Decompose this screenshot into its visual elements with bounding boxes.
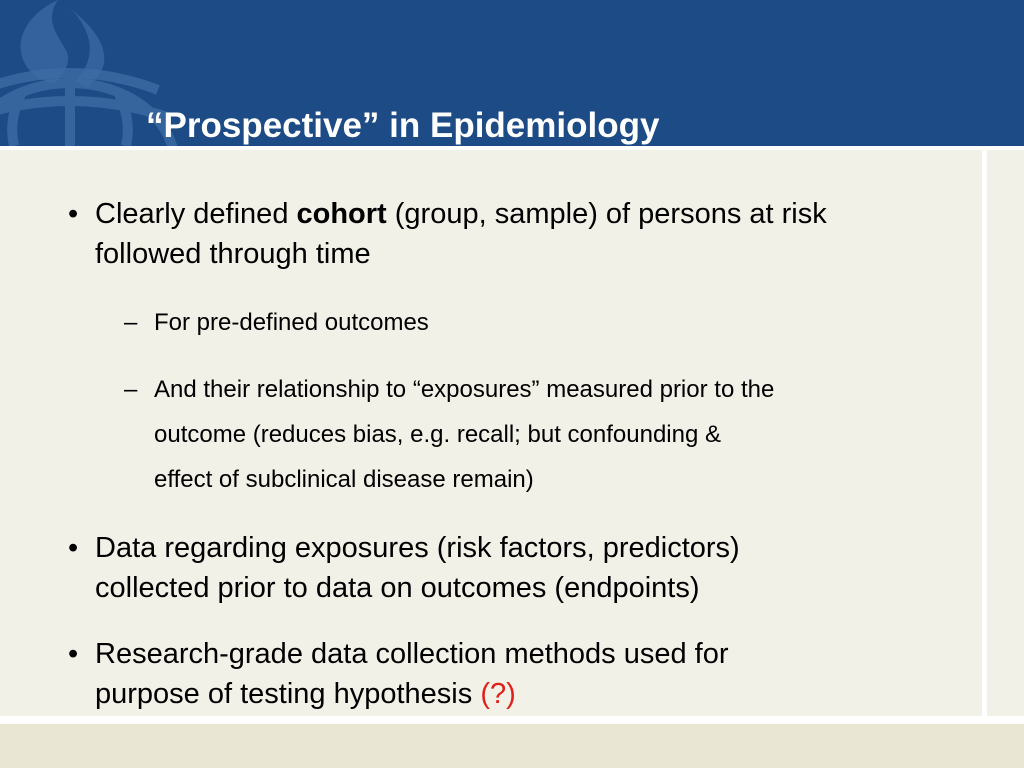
question-mark-note: (?)	[480, 678, 516, 710]
bullet-item-data	[68, 528, 968, 608]
bullet-bold-term: cohort	[296, 198, 387, 230]
bullet-text: purpose of testing hypothesis	[95, 678, 481, 710]
subbullet-line-1: And their relationship to “exposures” measured prior to the	[154, 376, 775, 403]
bullet-line-2	[95, 674, 516, 714]
subbullet-item-exposures	[124, 367, 974, 502]
bullet-line-1	[95, 194, 827, 234]
bullet-text: Clearly defined	[95, 198, 297, 230]
subbullet-line-2: outcome (reduces bias, e.g. recall; but confounding &	[154, 421, 721, 448]
bullet-line-1: Data regarding exposures (risk factors, predictors)	[95, 532, 740, 564]
slide-title: “Prospective” in Epidemiology	[146, 106, 660, 145]
footer-divider	[0, 716, 1024, 724]
bullet-item-cohort	[68, 194, 968, 274]
bullet-line-1: Research-grade data collection methods used for	[95, 638, 729, 670]
subbullet-line-3: effect of subclinical disease remain)	[154, 466, 534, 493]
footer-bar	[0, 724, 1024, 768]
bullet-text: (group, sample) of persons at risk	[386, 198, 827, 230]
bullet-marker: •	[68, 198, 79, 230]
bullet-item-methods	[68, 634, 968, 714]
bullet-line-2: followed through time	[95, 238, 371, 270]
subbullet-item-outcomes	[124, 300, 974, 345]
subbullet-marker: –	[124, 376, 138, 403]
panel-side	[987, 150, 1024, 716]
subbullet-line-1: For pre-defined outcomes	[154, 309, 429, 336]
bullet-marker: •	[68, 532, 79, 564]
bullet-marker: •	[68, 638, 79, 670]
bullet-line-2: collected prior to data on outcomes (endpoints)	[95, 572, 700, 604]
header-bar	[0, 0, 1024, 146]
subbullet-marker: –	[124, 309, 138, 336]
